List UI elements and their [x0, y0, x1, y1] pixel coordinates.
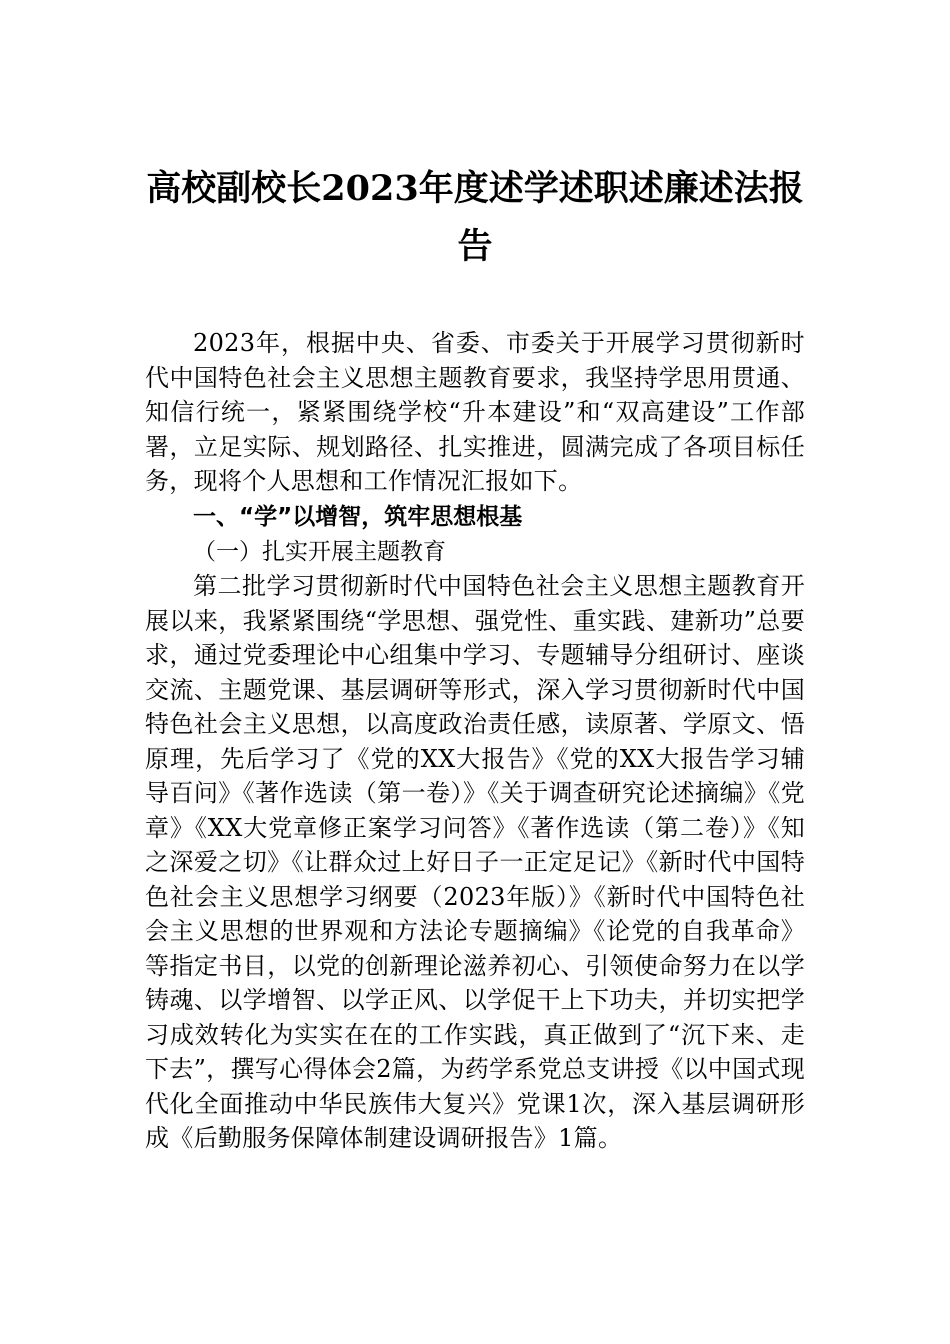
section-heading: 一、“学”以增智，筑牢思想根基 [193, 504, 523, 530]
body-paragraph: 第二批学习贯彻新时代中国特色社会主义思想主题教育开展以来，我紧紧围绕“学思想、强党性、重实践、建新功”总要求，通过党委理论中心组集中学习、专题辅导分组研讨、座谈交流、主题党课、基层调研等形式，深入学习贯彻新时代中国特色社会主义思想，以高度政治责任感，读原著、学原文、悟原理，先后学习了《党的XX大报告》《党的XX大报告学习辅导百问》《著作选读（第一卷）》《关于调查研究论述摘编》《党章》《XX大党章修正案学习问答》《著作选读（第二卷）》《知之深爱之切》《让群众过上好日子一正定足记》《新时代中国特色社会主义思想学习纲要（2023年版）》《新时代中国特色社会主义思想的世界观和方法论专题摘编》《论党的自我革命》等指定书目，以党的创新理论滋养初心、引领使命努力在以学铸魂、以学增智、以学正风、以学促干上下功夫，并切实把学习成效转化为实实在在的工作实践，真正做到了“沉下来、走下去”，撰写心得体会2篇，为药学系党总支讲授《以中国式现代化全面推动中华民族伟大复兴》党课1次，深入基层调研形成《后勤服务保障体制建设调研报告》1篇。 [145, 572, 805, 1152]
subsection-heading: （一）扎实开展主题教育 [193, 539, 446, 565]
document-title: 高校副校长2023年度述学述职述廉述法报告 [146, 168, 804, 267]
intro-paragraph: 2023年，根据中央、省委、市委关于开展学习贯彻新时代中国特色社会主义思想主题教育要求，我坚持学思用贯通、知信行统一，紧紧围绕学校“升本建设”和“双高建设”工作部署，立足实际、规划路径、扎实推进，圆满完成了各项目标任务，现将个人思想和工作情况汇报如下。 [145, 329, 805, 495]
